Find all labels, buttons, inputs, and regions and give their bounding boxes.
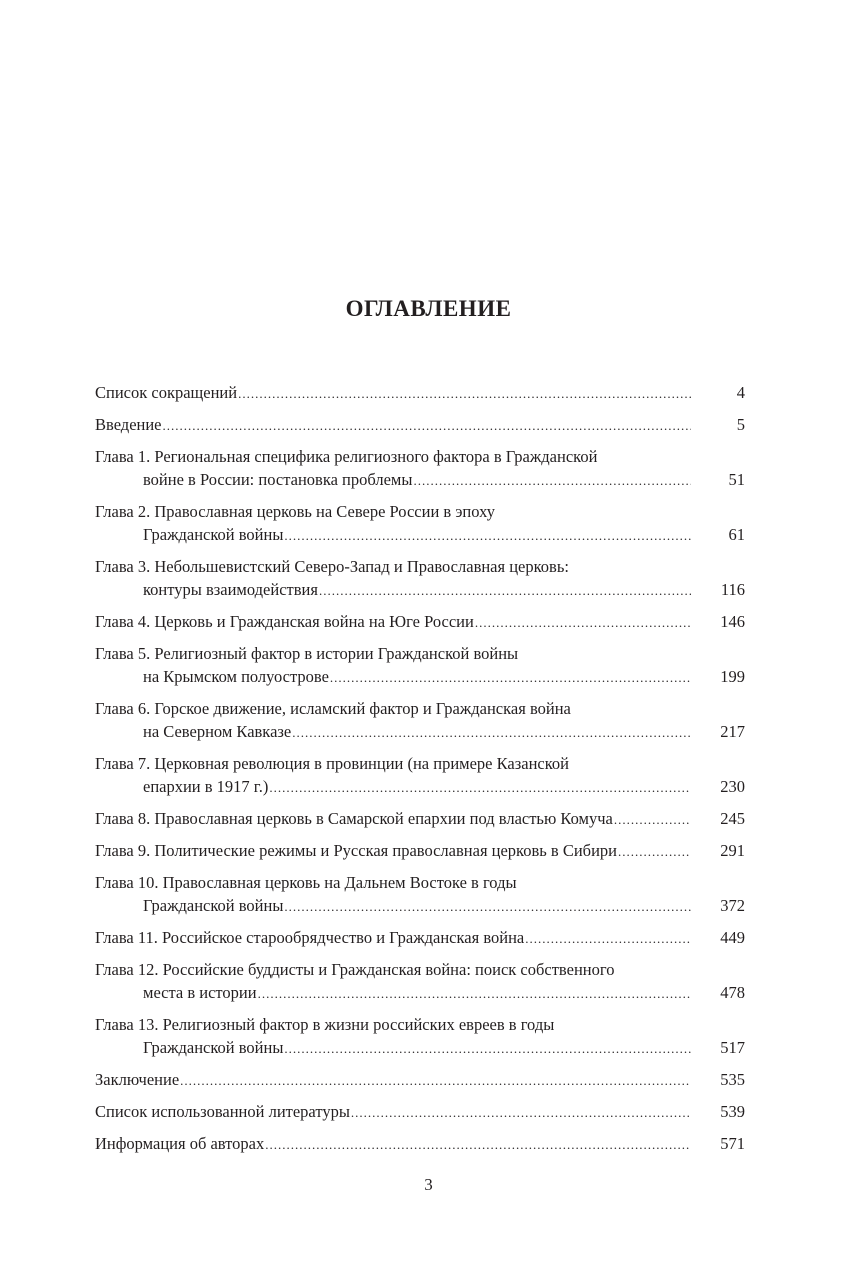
- toc-entry-title-line: Глава 5. Религиозный фактор в истории Гражданской войны: [95, 644, 519, 663]
- toc-entry-page: 5: [736, 415, 745, 434]
- toc-entry-title-line: епархии в 1917 г.): [143, 777, 269, 796]
- toc-entry[interactable]: [95, 926, 745, 950]
- toc-entry-page: 535: [720, 1070, 745, 1089]
- toc-entry-page: 372: [720, 896, 745, 915]
- dot-leader: [319, 579, 691, 602]
- dot-leader: [238, 382, 691, 405]
- toc-entry-page: 449: [720, 928, 745, 947]
- dot-leader: [475, 611, 691, 634]
- toc-entry-title-line: на Северном Кавказе: [143, 722, 292, 741]
- dot-leader: [618, 840, 691, 863]
- toc-entry-page: 61: [728, 525, 745, 544]
- toc-entry[interactable]: [95, 697, 745, 744]
- toc-entry-page: 245: [720, 809, 745, 828]
- toc-entry-page: 199: [720, 667, 745, 686]
- toc-entry-title-line: Информация об авторах: [95, 1134, 265, 1153]
- toc-entry-title-line: Гражданской войны: [143, 1038, 284, 1057]
- page-title: ОГЛАВЛЕНИЕ: [345, 296, 512, 321]
- dot-leader: [614, 808, 691, 831]
- toc-entry-page: 478: [720, 983, 745, 1002]
- dot-leader: [258, 982, 691, 1005]
- toc-entry-page: 51: [728, 470, 745, 489]
- toc-entry-title-line: контуры взаимодействия: [143, 580, 318, 599]
- toc-entry-title-line: Гражданской войны: [143, 896, 284, 915]
- toc-entry-title-line: на Крымском полуострове: [143, 667, 329, 686]
- toc-entry-title-line: Список сокращений: [95, 383, 238, 402]
- table-of-contents: [95, 381, 745, 1164]
- toc-entry[interactable]: [95, 1068, 745, 1092]
- toc-entry-title-line: места в истории: [143, 983, 257, 1002]
- toc-entry-page: 230: [720, 777, 745, 796]
- toc-entry-page: 571: [720, 1134, 745, 1153]
- toc-entry[interactable]: [95, 752, 745, 799]
- dot-leader: [351, 1101, 691, 1124]
- dot-leader: [525, 927, 691, 950]
- toc-entry-title-line: войне в России: постановка проблемы: [143, 470, 413, 489]
- dot-leader: [284, 895, 691, 918]
- toc-entry-page: 116: [720, 580, 745, 599]
- toc-entry[interactable]: [95, 839, 745, 863]
- toc-entry-title-line: Глава 11. Российское старообрядчество и Гражданская война: [95, 928, 525, 947]
- dot-leader: [284, 524, 691, 547]
- toc-entry-title-line: Глава 6. Горское движение, исламский фактор и Гражданская война: [95, 699, 571, 718]
- toc-entry-title-line: Глава 10. Православная церковь на Дальнем Востоке в годы: [95, 873, 517, 892]
- toc-entry-page: 517: [720, 1038, 745, 1057]
- toc-entry-title-line: Глава 2. Православная церковь на Севере России в эпоху: [95, 502, 495, 521]
- toc-entry[interactable]: [95, 642, 745, 689]
- toc-entry-title-line: Список использованной литературы: [95, 1102, 350, 1121]
- dot-leader: [180, 1069, 691, 1092]
- toc-entry[interactable]: [95, 555, 745, 602]
- toc-entry[interactable]: [95, 807, 745, 831]
- dot-leader: [330, 666, 691, 689]
- dot-leader: [269, 776, 691, 799]
- toc-entry-page: 146: [720, 612, 745, 631]
- toc-entry-title-line: Глава 4. Церковь и Гражданская война на Юге России: [95, 612, 474, 631]
- toc-entry-title-line: Заключение: [95, 1070, 180, 1089]
- toc-entry[interactable]: [95, 381, 745, 405]
- toc-entry-page: 539: [720, 1102, 745, 1121]
- toc-entry-title-line: Глава 8. Православная церковь в Самарской епархии под властью Комуча: [95, 809, 613, 828]
- page-number: 3: [424, 1175, 433, 1194]
- dot-leader: [265, 1133, 691, 1156]
- toc-entry-title-line: Глава 12. Российские буддисты и Гражданская война: поиск собственного: [95, 960, 615, 979]
- toc-entry[interactable]: [95, 413, 745, 437]
- toc-entry-page: 291: [720, 841, 745, 860]
- toc-entry[interactable]: [95, 958, 745, 1005]
- toc-entry[interactable]: [95, 1100, 745, 1124]
- toc-entry-title-line: Введение: [95, 415, 162, 434]
- toc-entry-title-line: Глава 9. Политические режимы и Русская православная церковь в Сибири: [95, 841, 617, 860]
- toc-entry[interactable]: [95, 500, 745, 547]
- toc-entry-page: 217: [720, 722, 745, 741]
- toc-entry[interactable]: [95, 1013, 745, 1060]
- toc-entry-title-line: Глава 7. Церковная революция в провинции (на примере Казанской: [95, 754, 569, 773]
- toc-entry-title-line: Глава 1. Региональная специфика религиозного фактора в Гражданской: [95, 447, 598, 466]
- dot-leader: [163, 414, 691, 437]
- toc-entry-title-line: Глава 3. Небольшевистский Северо-Запад и Православная церковь:: [95, 557, 569, 576]
- toc-entry-title-line: Гражданской войны: [143, 525, 284, 544]
- dot-leader: [284, 1037, 691, 1060]
- toc-entry[interactable]: [95, 871, 745, 918]
- dot-leader: [292, 721, 691, 744]
- toc-entry[interactable]: [95, 610, 745, 634]
- toc-entry-page: 4: [736, 383, 745, 402]
- toc-entry[interactable]: [95, 445, 745, 492]
- toc-entry[interactable]: [95, 1132, 745, 1156]
- toc-entry-title-line: Глава 13. Религиозный фактор в жизни российских евреев в годы: [95, 1015, 555, 1034]
- dot-leader: [413, 469, 691, 492]
